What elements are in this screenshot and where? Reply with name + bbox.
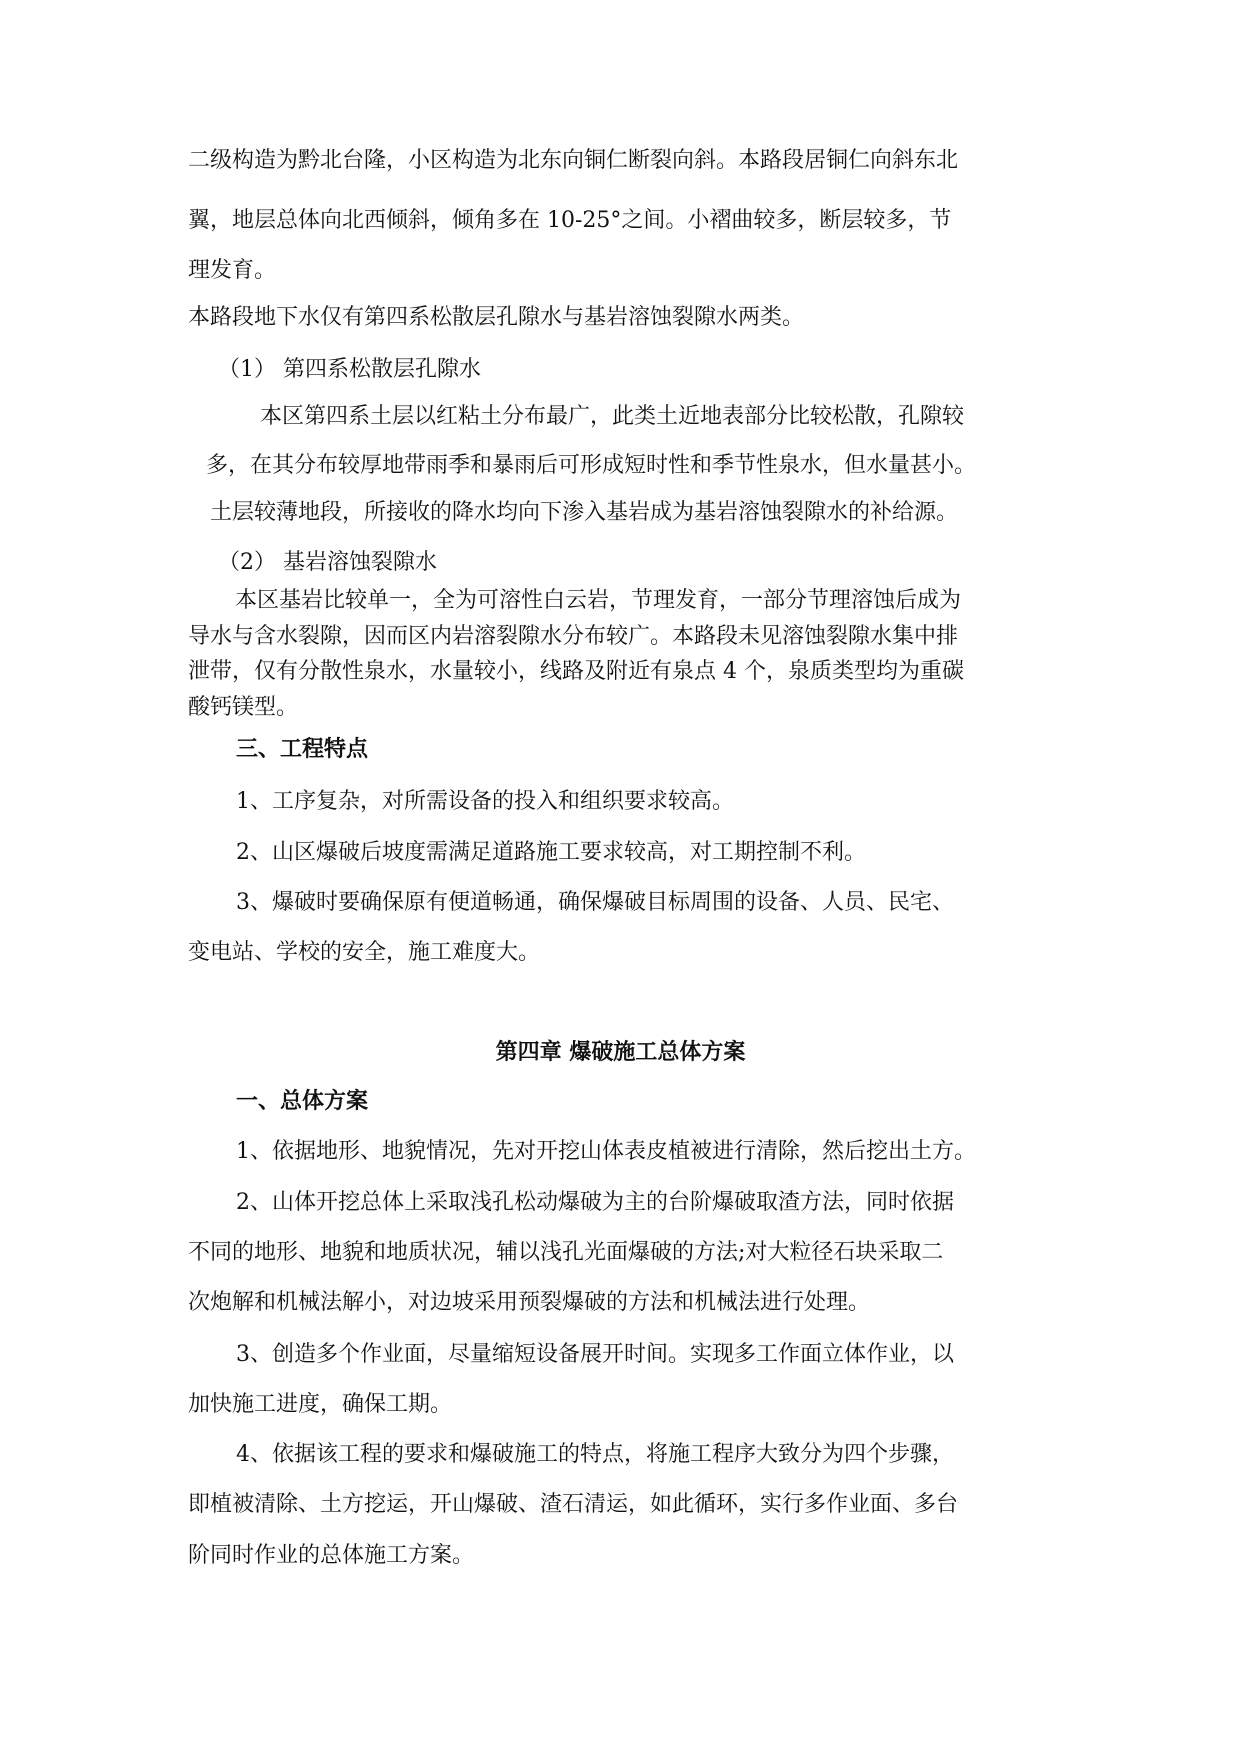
list-item: 变电站、学校的安全，施工难度大。	[188, 940, 541, 965]
text-line: 翼，地层总体向北西倾斜，倾角多在 10-25°之间。小褶曲较多，断层较多，节	[188, 208, 952, 233]
text-line: 二级构造为黔北台隆，小区构造为北东向铜仁断裂向斜。本路段居铜仁向斜东北	[188, 148, 959, 173]
text-line: 理发育。	[188, 258, 277, 283]
text-line: 4、依据该工程的要求和爆破施工的特点，将施工程序大致分为四个步骤，	[236, 1442, 954, 1467]
text-line: 本区第四系土层以红粘土分布最广，此类土近地表部分比较松散，孔隙较	[260, 404, 965, 429]
text-line: 泄带，仅有分散性泉水，水量较小，线路及附近有泉点 4 个，泉质类型均为重碳	[188, 659, 964, 684]
list-item: 3、爆破时要确保原有便道畅通，确保爆破目标周围的设备、人员、民宅、	[236, 890, 954, 915]
text-line: 次炮解和机械法解小，对边坡采用预裂爆破的方法和机械法进行处理。	[188, 1290, 871, 1315]
list-item: 2、山区爆破后坡度需满足道路施工要求较高，对工期控制不利。	[236, 840, 866, 865]
section-title: 三、工程特点	[236, 737, 369, 762]
subsection-title: （1） 第四系松散层孔隙水	[218, 357, 481, 382]
text-line: 土层较薄地段，所接收的降水均向下渗入基岩成为基岩溶蚀裂隙水的补给源。	[210, 500, 959, 525]
text-line: 本区基岩比较单一，全为可溶性白云岩，节理发育，一部分节理溶蚀后成为	[235, 588, 962, 613]
section-title: 一、总体方案	[236, 1089, 369, 1114]
text-line: 3、创造多个作业面，尽量缩短设备展开时间。实现多工作面立体作业，以	[236, 1342, 954, 1367]
chapter-title: 第四章 爆破施工总体方案	[495, 1040, 746, 1065]
list-item: 1、工序复杂，对所需设备的投入和组织要求较高。	[236, 789, 734, 814]
text-line: 即植被清除、土方挖运，开山爆破、渣石清运，如此循环，实行多作业面、多台	[188, 1492, 959, 1517]
subsection-title: （2） 基岩溶蚀裂隙水	[218, 550, 437, 575]
text-line: 本路段地下水仅有第四系松散层孔隙水与基岩溶蚀裂隙水两类。	[188, 305, 805, 330]
text-line: 酸钙镁型。	[188, 695, 299, 720]
text-line: 加快施工进度，确保工期。	[188, 1392, 453, 1417]
text-line: 2、山体开挖总体上采取浅孔松动爆破为主的台阶爆破取渣方法，同时依据	[236, 1190, 954, 1215]
text-line: 多，在其分布较厚地带雨季和暴雨后可形成短时性和季节性泉水，但水量甚小。	[206, 453, 977, 478]
text-line: 导水与含水裂隙，因而区内岩溶裂隙水分布较广。本路段未见溶蚀裂隙水集中排	[188, 624, 959, 649]
text-line: 不同的地形、地貌和地质状况，辅以浅孔光面爆破的方法;对大粒径石块采取二	[188, 1240, 944, 1265]
text-line: 阶同时作业的总体施工方案。	[188, 1543, 475, 1568]
text-line: 1、依据地形、地貌情况，先对开挖山体表皮植被进行清除，然后挖出土方。	[236, 1139, 976, 1164]
